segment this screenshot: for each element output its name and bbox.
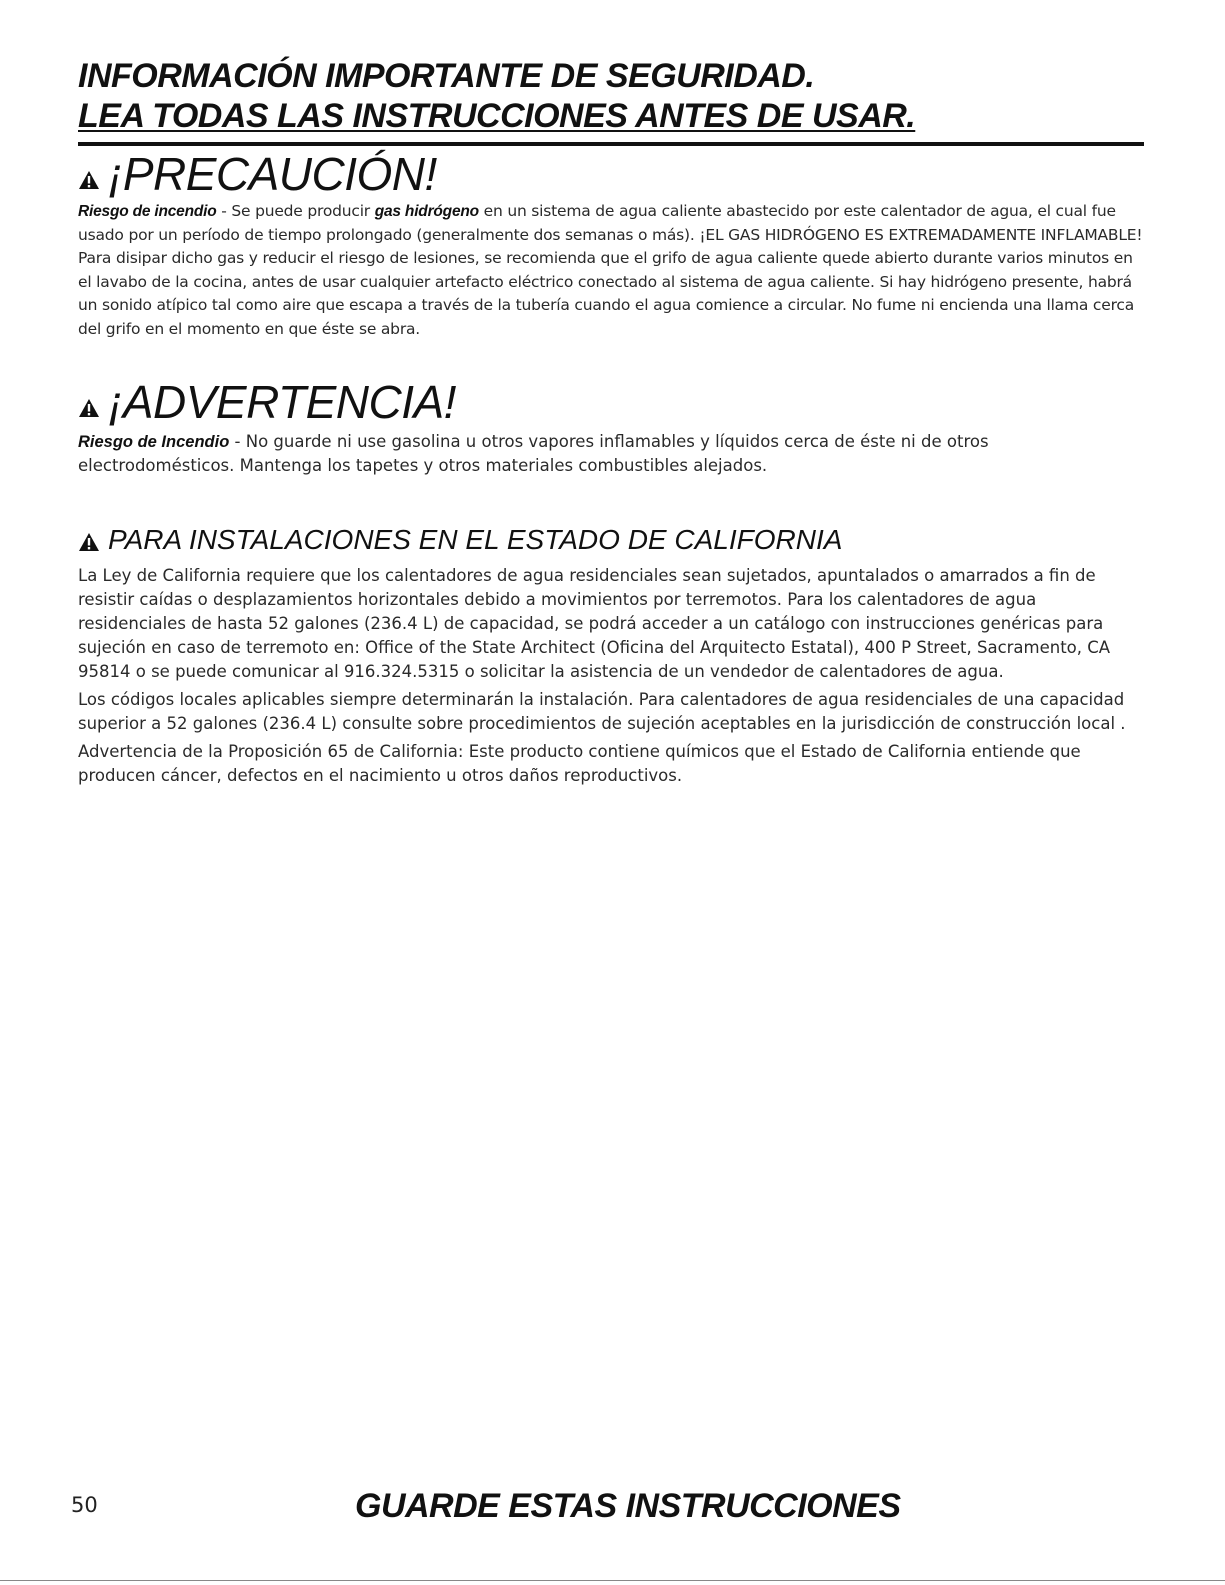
warning-section — [78, 378, 1148, 482]
caution-text-1: - Se puede producir — [216, 202, 375, 220]
california-paragraph-3: Advertencia de la Proposición 65 de California: Este producto contiene químicos que el Estado de California entiende que producen cáncer, defectos en el nacimiento u otros daños reproductivos. — [78, 742, 1081, 785]
page-number: 50 — [71, 1493, 98, 1517]
header-title-line-1: INFORMACIÓN IMPORTANTE DE SEGURIDAD. — [78, 57, 815, 95]
warning-lead: Riesgo de Incendio — [78, 433, 230, 451]
warning-title: ¡ADVERTENCIA! — [108, 376, 456, 428]
header-title-line-2: LEA TODAS LAS INSTRUCCIONES ANTES DE USAR. — [78, 97, 916, 135]
caution-heading — [78, 150, 1148, 198]
header-divider — [78, 142, 1144, 146]
footer-title: GUARDE ESTAS INSTRUCCIONES — [355, 1487, 901, 1525]
caution-lead: Riesgo de incendio — [78, 203, 217, 220]
page-header — [78, 56, 1144, 136]
california-section — [78, 524, 1148, 792]
caution-text-2: en un sistema de agua caliente abastecido por este calentador de agua, el cual fue usado por un período de tiempo prolongado (generalmente dos semanas o más). ¡EL GAS HIDRÓGENO ES EXTREMADAMENTE INFLAMABLE! Para disipar dicho gas y reducir el riesgo de lesiones, se recomienda que el grifo de agua caliente quede abierto durante varios minutos en el lavabo de la cocina, antes de usar cualquier artefacto eléctrico conectado al sistema de agua caliente. Si hay hidrógeno presente, habrá un sonido atípico tal como aire que escapa a través de la tubería cuando el agua comience a circular. No fume ni encienda una llama cerca del grifo en el momento en que éste se abra. — [78, 202, 1143, 338]
warning-body — [78, 430, 1148, 478]
california-title: PARA INSTALACIONES EN EL ESTADO DE CALIFORNIA — [108, 524, 843, 555]
california-paragraph-2: Los códigos locales aplicables siempre determinarán la instalación. Para calentadores de agua residenciales de una capacidad superior a 52 galones (236.4 L) consulte sobre procedimientos de sujeción aceptables en la jurisdicción de construcción local . — [78, 690, 1126, 733]
california-paragraph-1: La Ley de California requiere que los calentadores de agua residenciales sean sujetados, apuntalados o amarrados a fin de resistir caídas o desplazamientos horizontales debido a movimientos por terremotos. Para los calentadores de agua residenciales de hasta 52 galones (236.4 L) de capacidad, se podrá acceder a un catálogo con instrucciones genéricas para sujeción en caso de terremoto en: Office of the State Architect (Oficina del Arquitecto Estatal), 400 P Street, Sacramento, CA 95814 o se puede comunicar al 916.324.5315 o solicitar la asistencia de un vendedor de calentadores de agua. — [78, 566, 1111, 681]
warning-triangle-icon — [78, 170, 100, 190]
caution-title: ¡PRECAUCIÓN! — [108, 148, 437, 200]
warning-heading — [78, 378, 1148, 426]
caution-emphasis: gas hidrógeno — [374, 203, 479, 220]
warning-triangle-icon — [78, 398, 100, 418]
bottom-divider — [0, 1580, 1225, 1581]
california-heading — [78, 524, 1148, 556]
warning-triangle-icon — [78, 532, 100, 552]
caution-body — [78, 200, 1148, 341]
caution-section — [78, 150, 1148, 341]
warning-text: - No guarde ni use gasolina u otros vapores inflamables y líquidos cerca de éste ni de otros electrodomésticos. Mantenga los tapetes y otros materiales combustibles alejados. — [78, 432, 989, 475]
